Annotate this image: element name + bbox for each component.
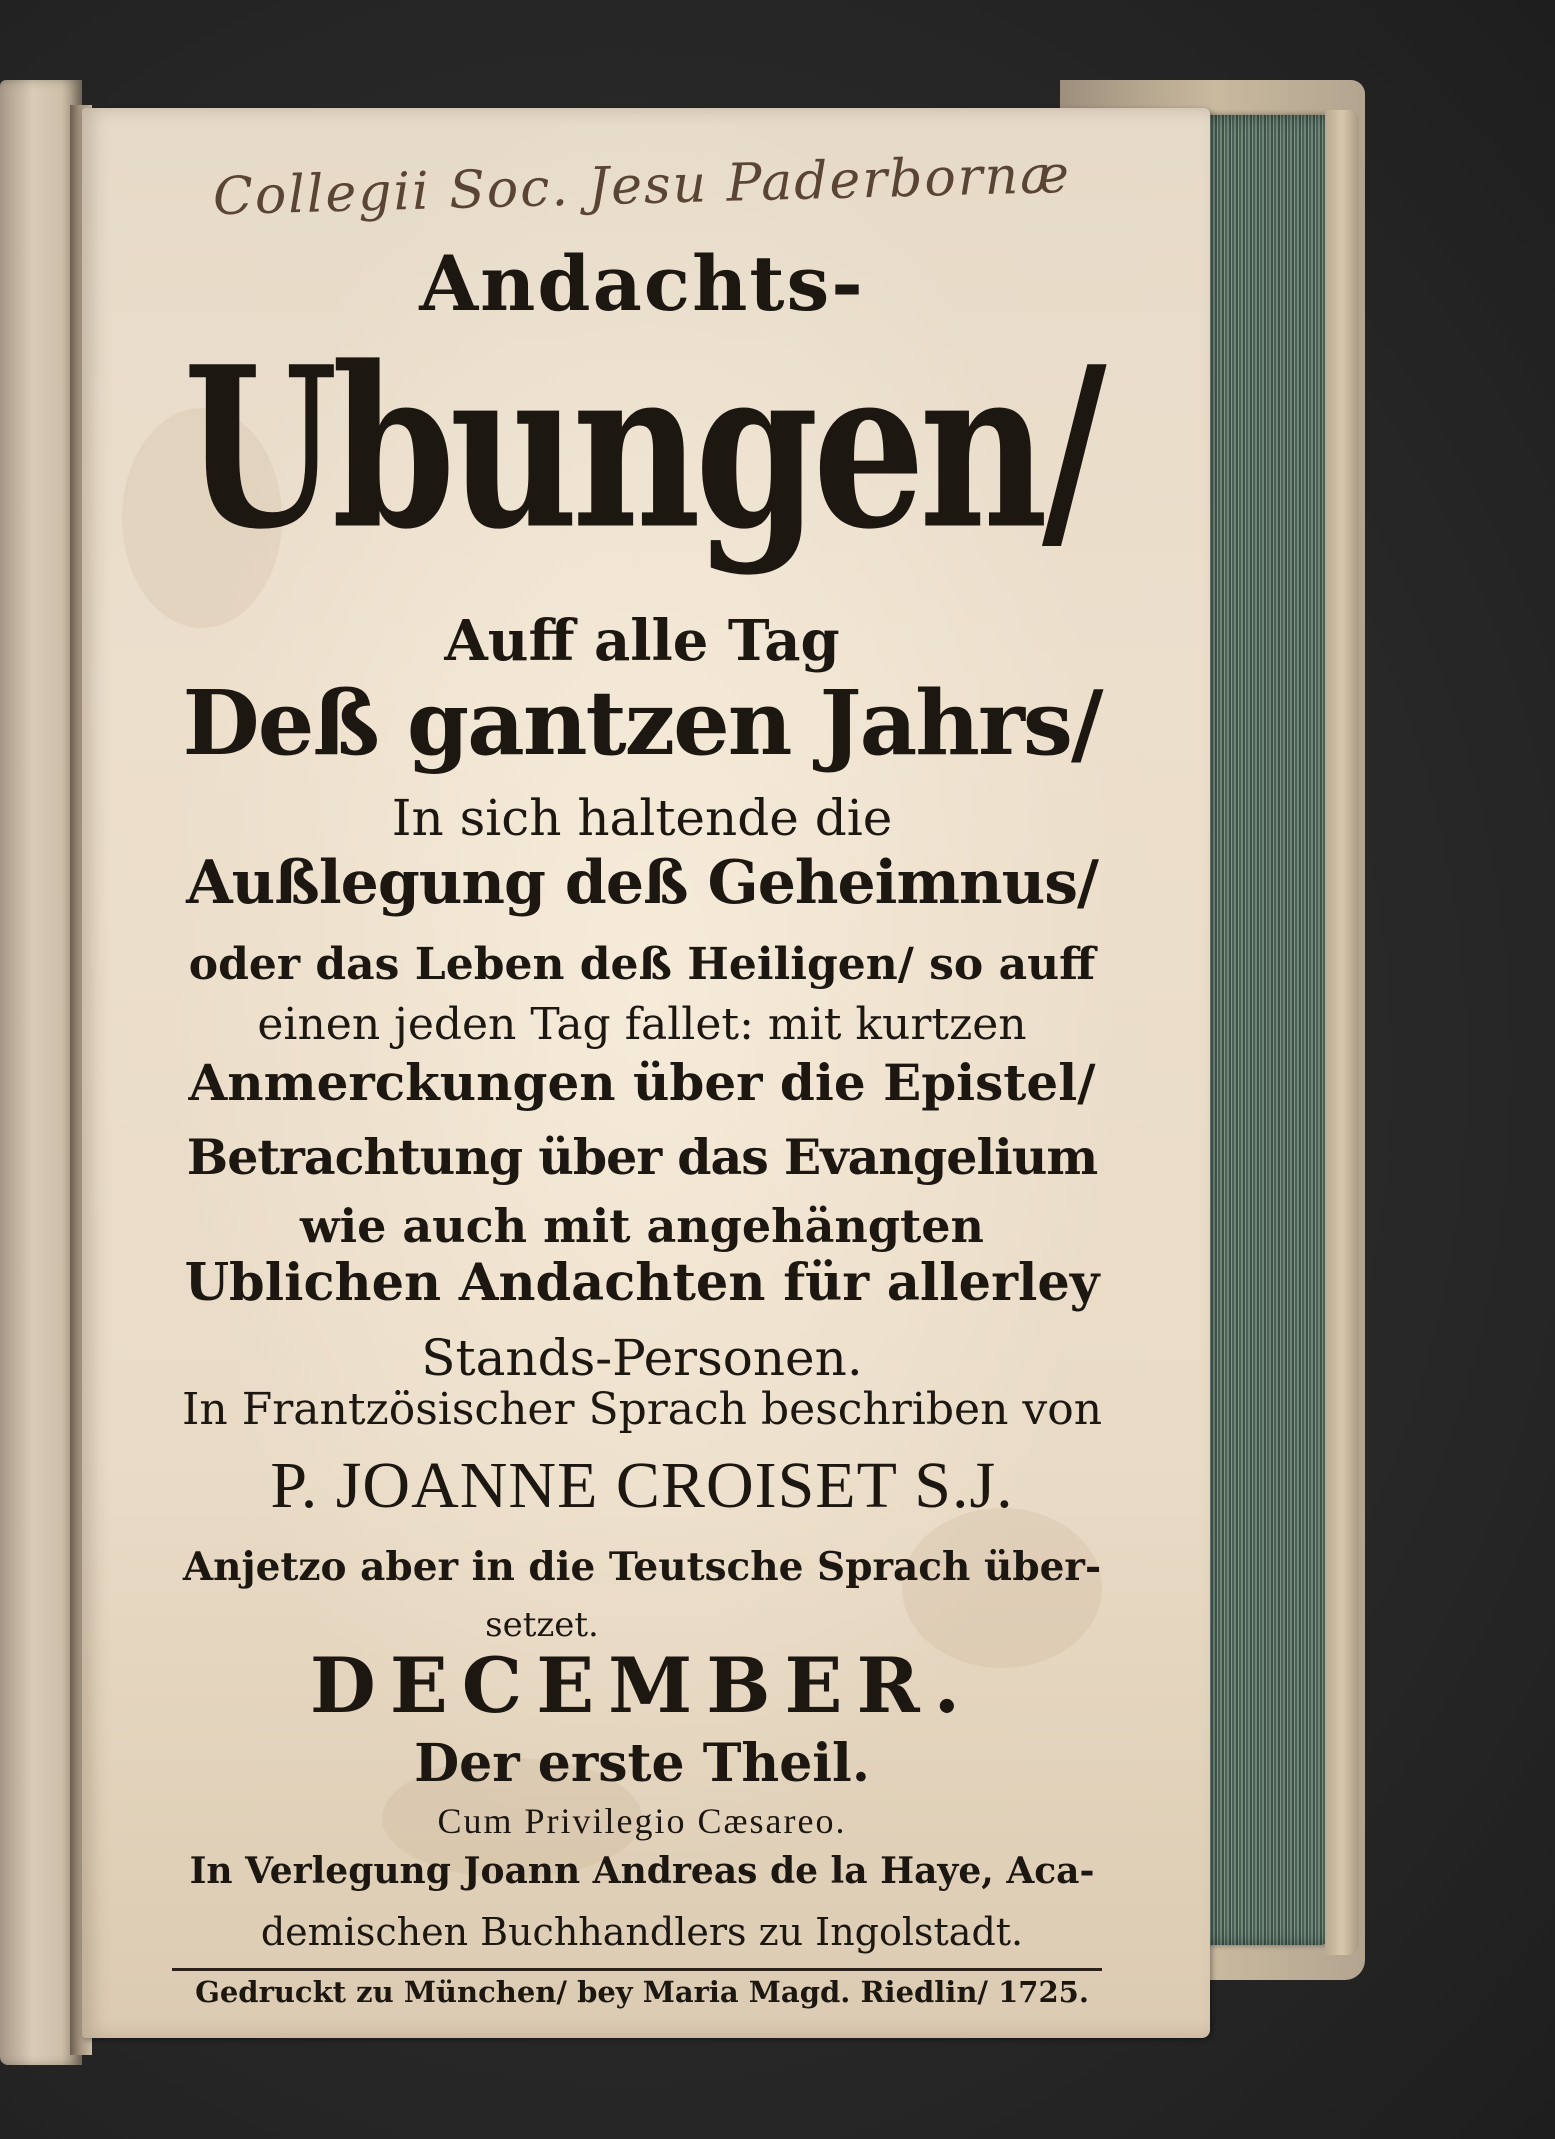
title-page [82, 108, 1210, 2038]
text-line-ublichen: Ublichen Andachten für allerley [184, 1253, 1100, 1313]
ownership-inscription: Collegii Soc. Jesu Paderbornæ [212, 144, 1072, 228]
privilege-line: Cum Privilegio Cæsareo. [437, 1801, 847, 1841]
text-line-wie: wie auch mit angehängten [300, 1199, 984, 1253]
text-line-stands: Stands-Personen. [421, 1329, 863, 1387]
title-line-dess: Deß gantzen Jahrs/ [182, 670, 1102, 775]
page-edges [1190, 115, 1330, 1945]
text-line-setzet: setzet. [485, 1605, 599, 1645]
author-name: P. JOANNE CROISET S.J. [270, 1449, 1014, 1522]
text-line-auszlegung: Außlegung deß Geheimnus/ [186, 848, 1098, 918]
text-line-einen: einen jeden Tag fallet: mit kurtzen [257, 999, 1027, 1050]
volume-part: Der erste Theil. [414, 1733, 870, 1794]
text-line-oder: oder das Leben deß Heiligen/ so auff [188, 939, 1096, 990]
text-line-anmerckungen: Anmerckungen über die Epistel/ [188, 1053, 1096, 1112]
cover-edge [1325, 110, 1359, 1955]
text-line-betrachtung: Betrachtung über das Evangelium [186, 1128, 1098, 1186]
month-heading: DECEMBER. [309, 1641, 975, 1730]
title-line-ubungen: Ubungen/ [183, 318, 1101, 578]
imprint-line: Gedruckt zu München/ bey Maria Magd. Riedlin/ 1725. [195, 1975, 1089, 2009]
imprint-rule [172, 1968, 1102, 1971]
text-line-insich: In sich haltende die [391, 789, 893, 847]
text-line-frantzoesisch: In Frantzösischer Sprach beschriben von [182, 1384, 1103, 1435]
text-line-anjetzo: Anjetzo aber in die Teutsche Sprach über- [182, 1544, 1102, 1590]
publisher-line: In Verlegung Joann Andreas de la Haye, Aca- [189, 1850, 1095, 1892]
title-line-andachts: Andachts- [419, 239, 865, 328]
title-line-auff: Auff alle Tag [444, 608, 840, 674]
title-page-text [82, 108, 1210, 2038]
publisher-line-2: demischen Buchhandlers zu Ingolstadt. [260, 1910, 1024, 1954]
